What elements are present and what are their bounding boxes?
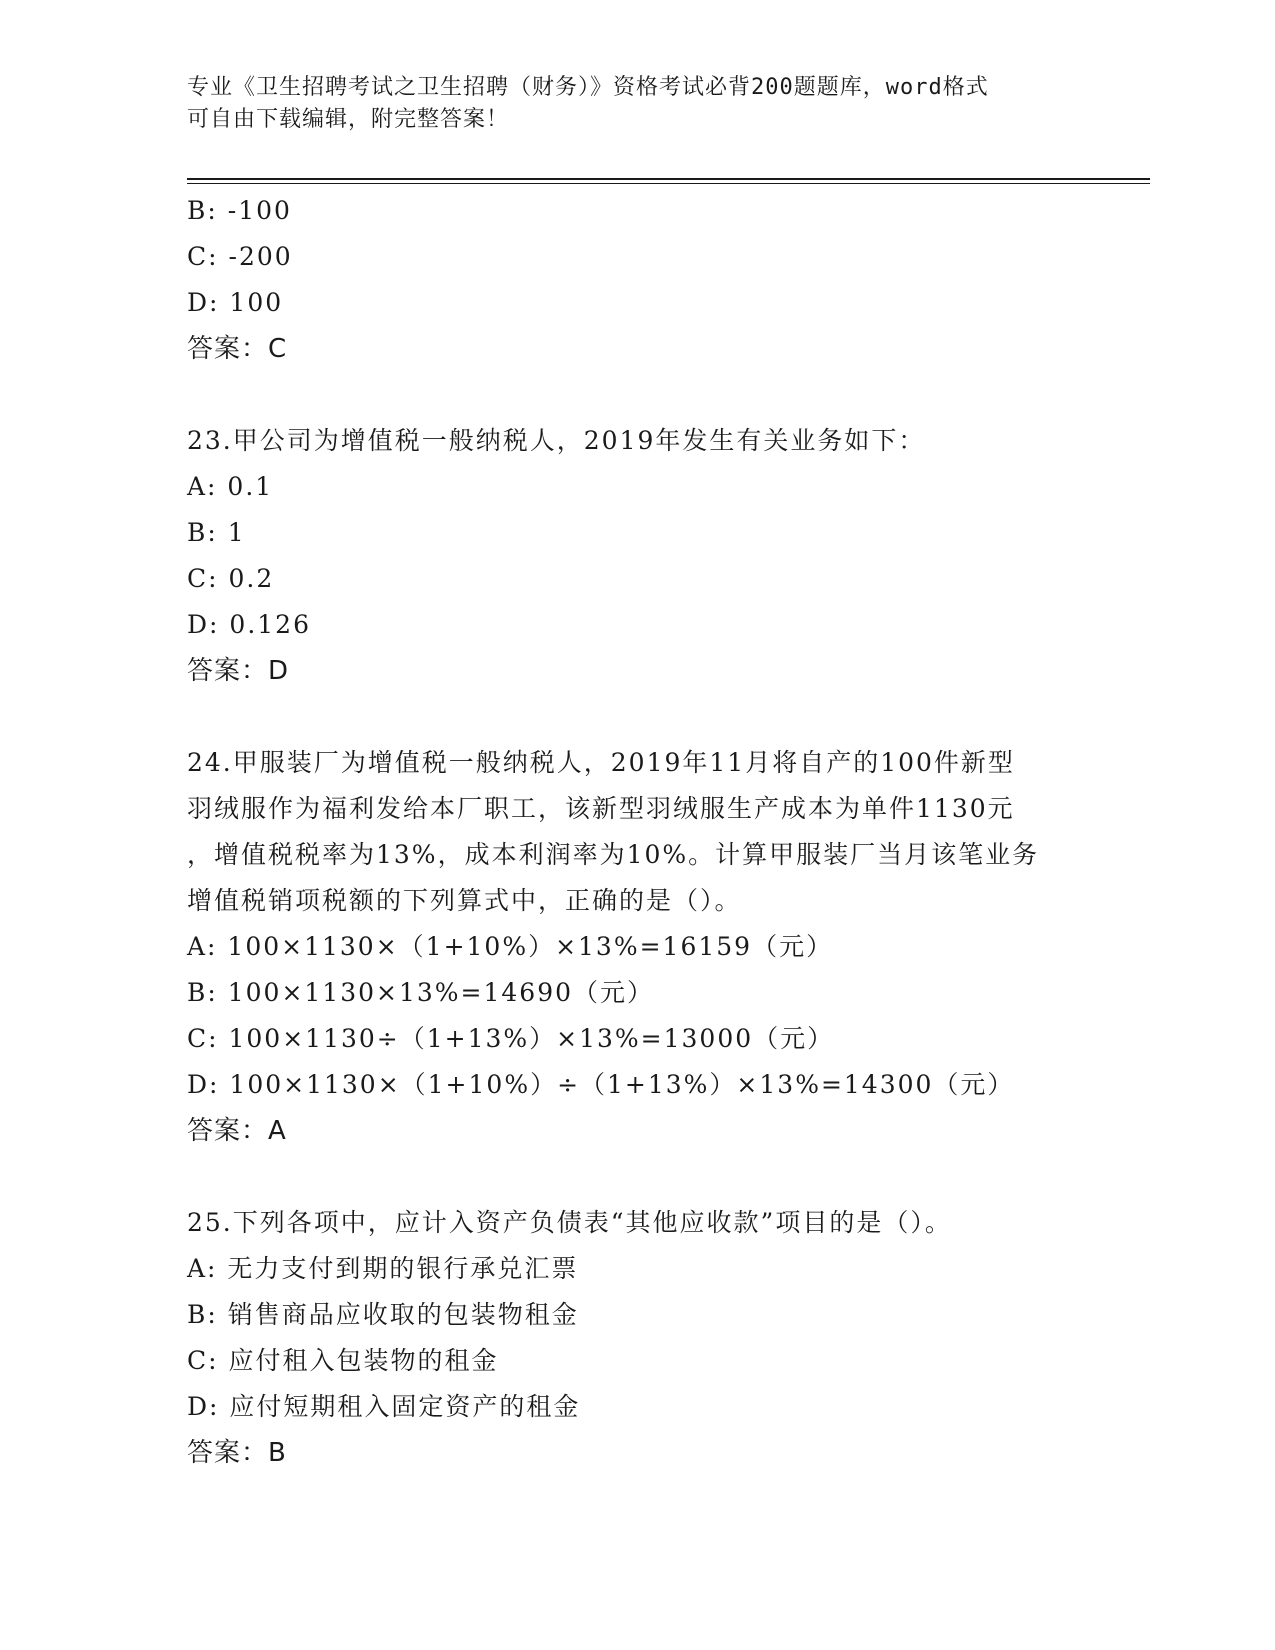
answer-line: 答案：B [187, 1438, 287, 1468]
option-a: A: 100×1130×（1+10%）×13%=16159（元） [187, 932, 834, 961]
header-title-line-1: 专业《卫生招聘考试之卫生招聘（财务）》资格考试必背200题题库，word格式 [187, 75, 989, 100]
option-b: B: 销售商品应收取的包装物租金 [187, 1300, 579, 1329]
header-title-line-2: 可自由下载编辑，附完整答案！ [187, 107, 510, 132]
question-24 [187, 740, 1087, 1154]
option-c: C: 100×1130÷（1+13%）×13%=13000（元） [187, 1024, 835, 1053]
option-b: B: 100×1130×13%=14690（元） [187, 978, 655, 1007]
question-25 [187, 1200, 1087, 1476]
question-stem-line-4: 增值税销项税额的下列算式中，正确的是（）。 [187, 886, 742, 915]
question-23 [187, 418, 1087, 694]
question-stem: 23.甲公司为增值税一般纳税人，2019年发生有关业务如下： [187, 426, 926, 455]
question-stem: 25.下列各项中，应计入资产负债表“其他应收款”项目的是（）。 [187, 1208, 952, 1237]
question-stem-line-3: ，增值税税率为13%，成本利润率为10%。计算甲服装厂当月该笔业务 [187, 840, 1040, 869]
option-d: D: 100×1130×（1+10%）÷（1+13%）×13%=14300（元） [187, 1070, 1015, 1099]
option-c: C: -200 [187, 242, 293, 271]
option-d: D: 100 [187, 288, 284, 317]
option-a: A: 0.1 [187, 472, 274, 501]
answer-line: 答案：C [187, 334, 288, 364]
question-22-continued [187, 188, 1087, 372]
answer-line: 答案：A [187, 1116, 287, 1146]
option-d: D: 0.126 [187, 610, 311, 639]
option-c: C: 应付租入包装物的租金 [187, 1346, 499, 1375]
question-stem-line-1: 24.甲服装厂为增值税一般纳税人，2019年11月将自产的100件新型 [187, 748, 1015, 777]
answer-line: 答案：D [187, 656, 290, 686]
document-header [187, 72, 1087, 136]
option-d: D: 应付短期租入固定资产的租金 [187, 1392, 581, 1421]
option-a: A: 无力支付到期的银行承兑汇票 [187, 1254, 579, 1283]
document-body [187, 188, 1087, 1476]
question-stem-line-2: 羽绒服作为福利发给本厂职工，该新型羽绒服生产成本为单件1130元 [187, 794, 1015, 823]
header-divider-thick [187, 178, 1150, 180]
option-b: B: 1 [187, 518, 246, 547]
option-b: B: -100 [187, 196, 292, 225]
option-c: C: 0.2 [187, 564, 275, 593]
header-divider-thin [187, 183, 1150, 184]
